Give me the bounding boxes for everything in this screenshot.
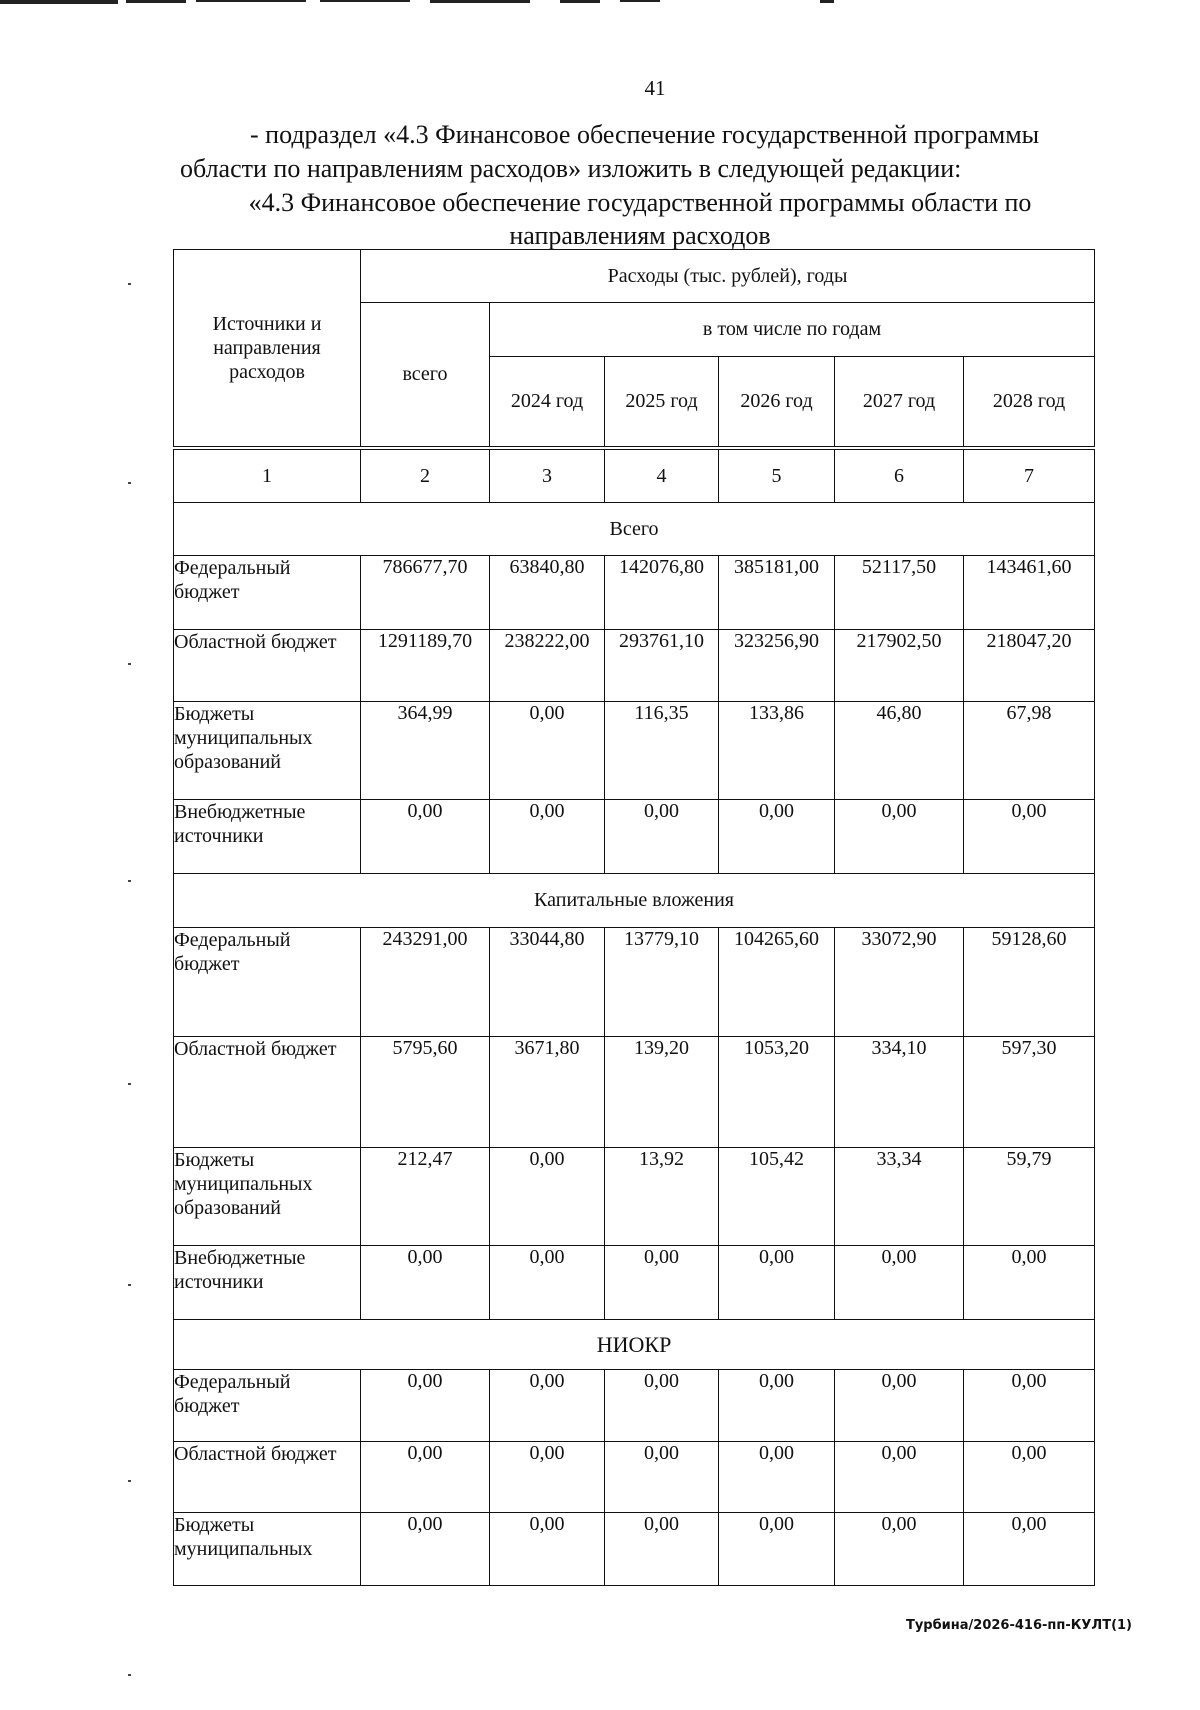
cell-value: 0,00 (605, 1246, 719, 1320)
cell-value: 0,00 (490, 702, 605, 800)
header-year: 2027 год (835, 357, 964, 447)
cell-value: 0,00 (361, 1442, 490, 1513)
header-total: всего (361, 303, 490, 447)
cell-value: 218047,20 (964, 630, 1095, 702)
margin-mark (128, 1083, 131, 1085)
section-title: Капитальные вложения (174, 874, 1095, 928)
margin-mark (128, 663, 131, 665)
header-expenses: Расходы (тыс. рублей), годы (361, 250, 1095, 303)
heading-line: «4.3 Финансовое обеспечение государственной программы области по (248, 188, 1032, 217)
cell-value: 59128,60 (964, 928, 1095, 1037)
cell-value: 3671,80 (490, 1037, 605, 1148)
cell-value: 334,10 (835, 1037, 964, 1148)
header-year: 2025 год (605, 357, 719, 447)
heading-line: направлениям расходов (509, 221, 771, 250)
cell-value: 243291,00 (361, 928, 490, 1037)
cell-value: 0,00 (605, 1370, 719, 1442)
cell-value: 0,00 (361, 1370, 490, 1442)
margin-mark (128, 482, 131, 484)
margin-mark (128, 1674, 131, 1676)
cell-value: 0,00 (605, 1442, 719, 1513)
cell-value: 142076,80 (605, 556, 719, 630)
cell-value: 0,00 (605, 1513, 719, 1586)
table-row (174, 800, 1095, 874)
cell-value: 104265,60 (719, 928, 835, 1037)
cell-value: 0,00 (719, 1246, 835, 1320)
column-number: 1 (174, 450, 361, 503)
margin-mark (128, 1480, 131, 1482)
section-title: НИОКР (174, 1320, 1095, 1370)
margin-mark (128, 1284, 131, 1286)
page-number: 41 (644, 76, 666, 100)
table-row (174, 1442, 1095, 1513)
cell-value: 323256,90 (719, 630, 835, 702)
cell-value: 293761,10 (605, 630, 719, 702)
cell-value: 0,00 (719, 1370, 835, 1442)
header-year: 2024 год (490, 357, 605, 447)
row-label: Областной бюджет (174, 630, 361, 702)
header-sources: Источники и направления расходов (174, 250, 361, 447)
cell-value: 13,92 (605, 1148, 719, 1246)
cell-value: 5795,60 (361, 1037, 490, 1148)
cell-value: 0,00 (605, 800, 719, 874)
scan-artifact-bar (0, 0, 860, 6)
row-label: Федеральный бюджет (174, 556, 361, 630)
table-row (174, 630, 1095, 702)
row-label: Федеральный бюджет (174, 1370, 361, 1442)
header-year: 2026 год (719, 357, 835, 447)
cell-value: 0,00 (719, 1513, 835, 1586)
margin-mark (128, 283, 131, 285)
cell-value: 0,00 (490, 1442, 605, 1513)
cell-value: 0,00 (490, 800, 605, 874)
cell-value: 217902,50 (835, 630, 964, 702)
section-heading (170, 186, 1110, 252)
table-row (174, 1037, 1095, 1148)
cell-value: 63840,80 (490, 556, 605, 630)
column-number: 2 (361, 450, 490, 503)
cell-value: 0,00 (490, 1513, 605, 1586)
cell-value: 0,00 (835, 1246, 964, 1320)
cell-value: 33044,80 (490, 928, 605, 1037)
section-row (174, 874, 1095, 928)
header-by-years: в том числе по годам (490, 303, 1095, 357)
cell-value: 0,00 (964, 1442, 1095, 1513)
cell-value: 46,80 (835, 702, 964, 800)
finance-table (173, 249, 1095, 1586)
row-label: Бюджеты муниципальных (174, 1513, 361, 1586)
intro-paragraph (180, 118, 1120, 186)
cell-value: 0,00 (964, 800, 1095, 874)
column-numbers-row (174, 450, 1095, 503)
cell-value: 0,00 (835, 1370, 964, 1442)
cell-value: 1291189,70 (361, 630, 490, 702)
cell-value: 105,42 (719, 1148, 835, 1246)
section-row (174, 503, 1095, 556)
column-number: 5 (719, 450, 835, 503)
cell-value: 238222,00 (490, 630, 605, 702)
cell-value: 67,98 (964, 702, 1095, 800)
cell-value: 59,79 (964, 1148, 1095, 1246)
cell-value: 0,00 (490, 1370, 605, 1442)
row-label: Областной бюджет (174, 1442, 361, 1513)
cell-value: 33,34 (835, 1148, 964, 1246)
cell-value: 0,00 (719, 1442, 835, 1513)
cell-value: 0,00 (490, 1246, 605, 1320)
cell-value: 364,99 (361, 702, 490, 800)
margin-mark (128, 880, 131, 882)
cell-value: 133,86 (719, 702, 835, 800)
section-row (174, 1320, 1095, 1370)
cell-value: 597,30 (964, 1037, 1095, 1148)
document-code: Турбина/2026-416-пп-КУЛТ(1) (905, 1618, 1132, 1633)
cell-value: 212,47 (361, 1148, 490, 1246)
row-label: Внебюджетные источники (174, 1246, 361, 1320)
cell-value: 139,20 (605, 1037, 719, 1148)
cell-value: 13779,10 (605, 928, 719, 1037)
cell-value: 1053,20 (719, 1037, 835, 1148)
cell-value: 0,00 (490, 1148, 605, 1246)
table-row (174, 1370, 1095, 1442)
cell-value: 0,00 (719, 800, 835, 874)
table-row (174, 1246, 1095, 1320)
cell-value: 143461,60 (964, 556, 1095, 630)
table-row (174, 702, 1095, 800)
column-number: 6 (835, 450, 964, 503)
column-number: 4 (605, 450, 719, 503)
row-label: Областной бюджет (174, 1037, 361, 1148)
intro-line: области по направлениям расходов» изложить в следующей редакции: (180, 154, 962, 183)
cell-value: 385181,00 (719, 556, 835, 630)
cell-value: 0,00 (361, 1513, 490, 1586)
cell-value: 0,00 (361, 800, 490, 874)
row-label: Внебюджетные источники (174, 800, 361, 874)
cell-value: 0,00 (835, 1442, 964, 1513)
row-label: Федеральный бюджет (174, 928, 361, 1037)
table-row (174, 928, 1095, 1037)
cell-value: 0,00 (964, 1513, 1095, 1586)
table-row (174, 556, 1095, 630)
cell-value: 33072,90 (835, 928, 964, 1037)
header-year: 2028 год (964, 357, 1095, 447)
cell-value: 116,35 (605, 702, 719, 800)
section-title: Всего (174, 503, 1095, 556)
cell-value: 0,00 (964, 1370, 1095, 1442)
cell-value: 0,00 (835, 1513, 964, 1586)
cell-value: 0,00 (361, 1246, 490, 1320)
cell-value: 0,00 (964, 1246, 1095, 1320)
cell-value: 786677,70 (361, 556, 490, 630)
table-row (174, 1513, 1095, 1586)
column-number: 3 (490, 450, 605, 503)
cell-value: 0,00 (835, 800, 964, 874)
row-label: Бюджеты муниципальных образований (174, 1148, 361, 1246)
intro-line: - подраздел «4.3 Финансовое обеспечение государственной программы (250, 120, 1040, 149)
cell-value: 52117,50 (835, 556, 964, 630)
column-number: 7 (964, 450, 1095, 503)
row-label: Бюджеты муниципальных образований (174, 702, 361, 800)
table-row (174, 1148, 1095, 1246)
